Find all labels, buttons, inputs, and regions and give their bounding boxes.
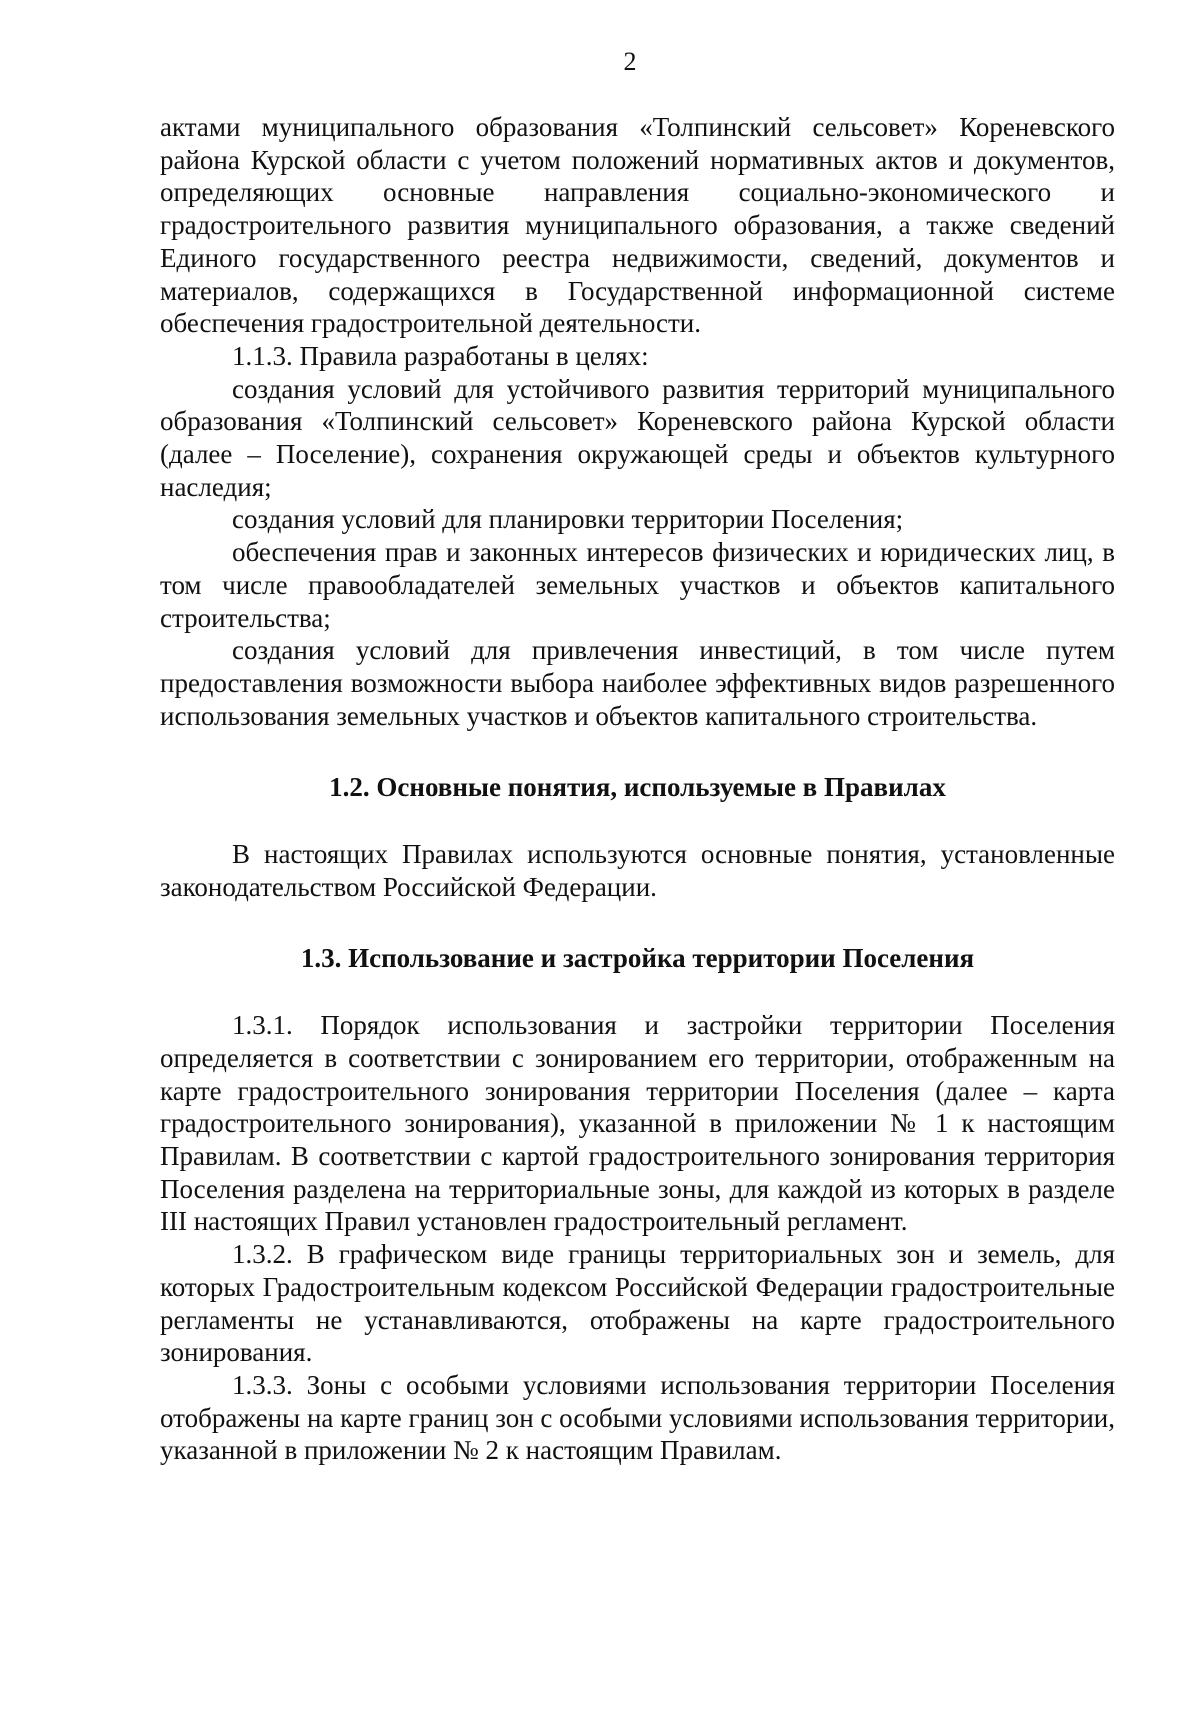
paragraph-continuation: актами муниципального образования «Толпинский сельсовет» Кореневского района Курской области с учетом положений нормативных актов и документов, определяющих основные направления социально-экономического и градостроительного развития муниципального образования, а также сведений Единого государственного реестра недвижимости, сведений, документов и материалов, содержащихся в Государственной информационной системе обеспечения градостроительной деятельности. <box>160 112 1115 339</box>
paragraph-1-3-3: 1.3.3. Зоны с особыми условиями использования территории Поселения отображены на карте границ зон с особыми условиями использования территории, указанной в приложении № 2 к настоящим Правилам. <box>160 1369 1115 1466</box>
paragraph-1-3-1: 1.3.1. Порядок использования и застройки территории Поселения определяется в соответствии с зонированием его территории, отображенным на карте градостроительного зонирования территории Поселения (далее – карта градостроительного зонирования), указанной в приложении № 1 к настоящим Правилам. В соответствии с картой градостроительного зонирования территория Поселения разделена на территориальные зоны, для каждой из которых в разделе III настоящих Правил установлен градостроительный регламент. <box>160 1010 1115 1237</box>
document-body <box>160 111 1115 1467</box>
paragraph-goal-territory-planning: создания условий для планировки территории Поселения; <box>232 504 904 535</box>
paragraph-1-1-3-intro: 1.1.3. Правила разработаны в целях: <box>232 340 649 371</box>
section-heading-1-3: 1.3. Использование и застройка территории Поселения <box>300 943 975 974</box>
page-number: 2 <box>623 47 637 76</box>
paragraph-goal-sustainable-development: создания условий для устойчивого развития территорий муниципального образования «Толпинский сельсовет» Кореневского района Курской области (далее – Поселение), сохранения окружающей среды и объектов культурного наследия; <box>160 373 1115 502</box>
paragraph-goal-investments: создания условий для привлечения инвестиций, в том числе путем предоставления возможности выбора наиболее эффективных видов разрешенного использования земельных участков и объектов капитального строительства. <box>160 635 1115 731</box>
paragraph-goal-rights-protection: обеспечения прав и законных интересов физических и юридических лиц, в том числе правообладателей земельных участков и объектов капитального строительства; <box>160 537 1115 633</box>
paragraph-basic-concepts: В настоящих Правилах используются основные понятия, установленные законодательством Российской Федерации. <box>160 839 1115 902</box>
section-heading-1-2: 1.2. Основные понятия, используемые в Правилах <box>329 772 946 803</box>
paragraph-1-3-2: 1.3.2. В графическом виде границы территориальных зон и земель, для которых Градостроительным кодексом Российской Федерации градостроительные регламенты не устанавливаются, отображены на карте градостроительного зонирования. <box>160 1239 1115 1368</box>
